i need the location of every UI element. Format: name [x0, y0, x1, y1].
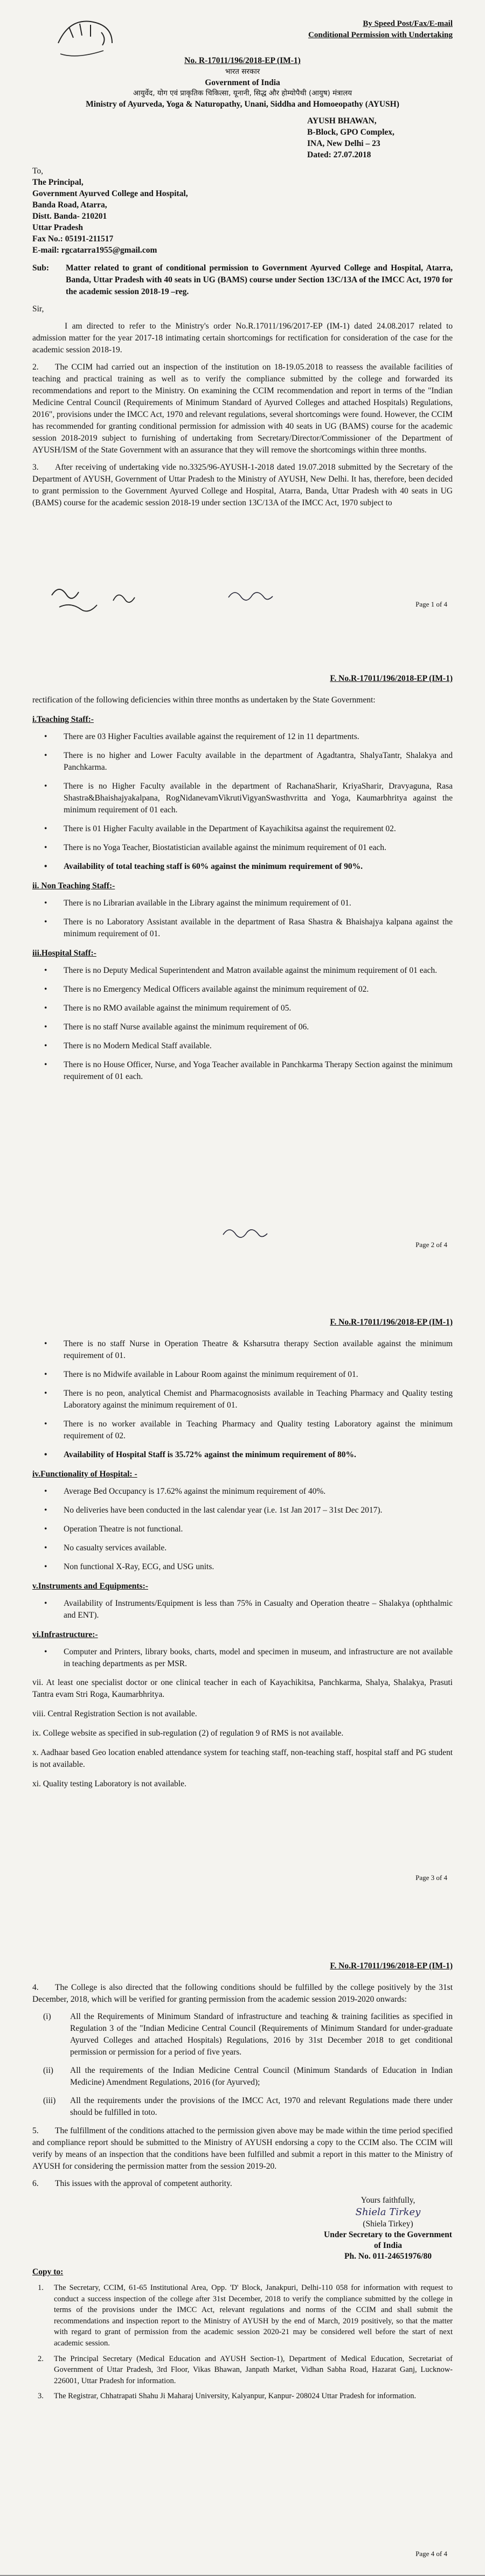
- subject: [32, 262, 453, 298]
- teaching-staff-list: [32, 731, 453, 873]
- recipient-email: E-mail: rgcatarra1955@gmail.com: [32, 246, 157, 255]
- list-item: • Operation Theatre is not functional.: [32, 1523, 453, 1535]
- page-number: Page 4 of 4: [415, 2549, 447, 2558]
- delivery-header: [308, 18, 453, 41]
- condition-text: All the requirements under the provisions of the IMCC Act, 1970 and relevant Regulations made there under should be fulfilled in toto.: [70, 2096, 453, 2117]
- signature-block: [323, 2195, 453, 2262]
- page-number: Page 2 of 4: [415, 1240, 447, 1249]
- copy-number: 3.: [38, 2392, 44, 2401]
- copy-item: [32, 2354, 453, 2387]
- list-item: • There is no staff Nurse in Operation Theatre & Ksharsutra therapy Section available against the minimum requirement of 01.: [32, 1338, 453, 1362]
- list-item: • There is no peon, analytical Chemist and Pharmacognosists available in Teaching Pharmacy and Quality testing Laboratory against the minimum requirement of 01.: [32, 1388, 453, 1411]
- file-number: F. No.R-17011/196/2018-EP (IM-1): [330, 674, 453, 683]
- signature-initials-icon: [221, 1222, 269, 1243]
- handwritten-initials-icon: [48, 574, 167, 622]
- paragraph-4-text: The College is also directed that the following conditions should be fulfilled by the college positively by the 31st December, 2018, which will be verified for granting permission from the academic session 2019-2020 onwards:: [32, 1983, 453, 2004]
- signature-initials-icon: [226, 584, 275, 606]
- list-item: • There is no Modern Medical Staff available.: [32, 1040, 453, 1052]
- signatory-phone: Ph. No. 011-24651976/80: [344, 2251, 432, 2261]
- copy-to-list: [32, 2282, 453, 2402]
- item-vii: vii. At least one specialist doctor or one clinical teacher in each of Kayachikitsa, Panchkarma, Shalya, Shalakya, Prasuti Tantra evam Stri Roga, Kaumarbhritya.: [32, 1678, 453, 1699]
- paragraph-3: [32, 462, 453, 509]
- list-item: • There is no Librarian available in the Library against the minimum requirement of 01.: [32, 897, 453, 909]
- list-item: • Computer and Printers, library books, charts, model and specimen in museum, and infrastructure are not available in teaching departments as per MSR.: [32, 1646, 453, 1670]
- list-item: • No casualty services available.: [32, 1542, 453, 1554]
- condition-number: (i): [43, 2012, 51, 2021]
- govt-hindi: भारत सरकार: [225, 67, 260, 76]
- paragraph-6: [32, 2178, 453, 2190]
- signatory-name: (Shiela Tirkey): [363, 2219, 413, 2229]
- functionality-list: [32, 1486, 453, 1573]
- section-instruments: v.Instruments and Equipments:-: [32, 1582, 148, 1591]
- list-item: • There are 03 Higher Faculties available against the requirement of 12 in 11 departments.: [32, 731, 453, 743]
- paragraph-6-number: 6.: [32, 2179, 39, 2188]
- copy-item: [32, 2391, 453, 2402]
- recipient-line: Banda Road, Atarra,: [32, 200, 107, 210]
- item-xi: xi. Quality testing Laboratory is not available.: [32, 1779, 186, 1788]
- condition-number: (iii): [43, 2096, 56, 2105]
- list-item: • There is no worker available in Teaching Pharmacy and Quality testing Laboratory against the minimum requirement of 02.: [32, 1418, 453, 1442]
- letter-page-4: [0, 1931, 485, 2575]
- ministry-hindi: आयुर्वेद, योग एवं प्राकृतिक चिकित्सा, यूनानी, सिद्ध और होम्योपैथी (आयुष) मंत्रालय: [133, 89, 352, 98]
- paragraph-5: [32, 2125, 453, 2173]
- copy-number: 2.: [38, 2354, 44, 2363]
- hospital-staff-list-continued: [32, 1338, 453, 1461]
- copy-number: 1.: [38, 2283, 44, 2293]
- list-item: • Average Bed Occupancy is 17.62% against the minimum requirement of 40%.: [32, 1486, 453, 1498]
- paragraph-2-number: 2.: [32, 363, 39, 372]
- letter-page-1: [0, 0, 485, 644]
- paragraph-4-number: 4.: [32, 1983, 39, 1992]
- recipient-block: [32, 165, 453, 256]
- item-viii: viii. Central Registration Section is not available.: [32, 1709, 197, 1718]
- condition-item: [32, 2065, 453, 2088]
- letter-page-3: [0, 1287, 485, 1931]
- instruments-list: [32, 1598, 453, 1621]
- paragraph-1-text: I am directed to refer to the Ministry's order No.R.17011/196/2017-EP (IM-1) dated 24.08.2017 related to admission matter for the year 2017-18 intimating certain shortcomings for rectification for consideration of the case for the academic session 2018-19.: [32, 322, 453, 355]
- letter-page-2: [0, 644, 485, 1287]
- list-item: • There is 01 Higher Faculty available in the Department of Kayachikitsa against the requirement 02.: [32, 823, 453, 835]
- list-item: • There is no staff Nurse available against the minimum requirement of 06.: [32, 1021, 453, 1033]
- item-ix: ix. College website as specified in sub-regulation (2) of regulation 9 of RMS is not available.: [32, 1729, 344, 1738]
- list-item: • There is no higher and Lower Faculty available in the department of Agadtantra, ShalyaTantr, Shalakya and Panchkarma.: [32, 750, 453, 774]
- page-number: Page 3 of 4: [415, 1873, 447, 1882]
- condition-item: [32, 2095, 453, 2119]
- recipient-line: Distt. Banda- 210201: [32, 211, 107, 221]
- hospital-availability: • Availability of Hospital Staff is 35.72% against the minimum requirement of 80%.: [32, 1449, 453, 1461]
- section-hospital-staff: iii.Hospital Staff:-: [32, 949, 96, 958]
- signature-scribble: Shiela Tirkey: [355, 2206, 421, 2218]
- condition-item: [32, 2011, 453, 2058]
- list-item: • There is no Deputy Medical Superintendent and Matron available against the minimum requirement of 01 each.: [32, 965, 453, 977]
- address-line: INA, New Delhi – 23: [307, 138, 380, 148]
- govt-english: Government of India: [205, 78, 280, 87]
- paragraph-1: [32, 321, 453, 356]
- paragraph-5-number: 5.: [32, 2126, 39, 2135]
- paragraph-2: [32, 361, 453, 456]
- address-line: B-Block, GPO Complex,: [307, 127, 394, 137]
- condition-text: All the Requirements of Minimum Standard of infrastructure and teaching & training facilities as specified in Regulation 3 of the "Indian Medicine Central Council (Requirements of Minimum Standard for under-graduate Ayurved Colleges and attached Hospitals) Regulations, 2016 by 31st December 2018 to get conditional permission or permission for a period of five years.: [70, 2012, 453, 2057]
- copy-text: The Registrar, Chhatrapati Shahu Ji Maharaj University, Kalyanpur, Kanpur- 208024 Uttar Pradesh for information.: [54, 2392, 417, 2401]
- list-item: • There is no Midwife available in Labour Room against the minimum requirement of 01.: [32, 1369, 453, 1381]
- ministry-address: [307, 116, 453, 161]
- list-item: • There is no RMO available against the minimum requirement of 05.: [32, 1002, 453, 1014]
- conditions-list: [32, 2011, 453, 2119]
- paragraph-6-text: This issues with the approval of competent authority.: [55, 2179, 232, 2188]
- address-line: AYUSH BHAWAN,: [307, 116, 377, 126]
- list-item: • Non functional X-Ray, ECG, and USG units.: [32, 1561, 453, 1573]
- infrastructure-list: [32, 1646, 453, 1670]
- list-item: • Availability of Instruments/Equipment is less than 75% in Casualty and Operation theatre – Shalakya (ophthalmic and ENT).: [32, 1598, 453, 1621]
- list-item: • There is no Yoga Teacher, Biostatistician available against the minimum requirement of 01 each.: [32, 842, 453, 854]
- list-item: • There is no Emergency Medical Officers available against the minimum requirement of 02.: [32, 984, 453, 995]
- delivery-line: By Speed Post/Fax/E-mail: [363, 19, 453, 28]
- signatory-title: Under Secretary to the Government of India: [324, 2230, 452, 2250]
- recipient-line: Fax No.: 05191-211517: [32, 234, 114, 243]
- paragraph-4: [32, 1982, 453, 2006]
- file-number: F. No.R-17011/196/2018-EP (IM-1): [330, 1961, 453, 1971]
- list-item: • There is no Higher Faculty available in the department of RachanaSharir, KriyaSharir, Dravyaguna, Rasa Shastra&Bhaishajyakalpana, RogNidanevamVikrutiVigyanSwasthvritta and Yoga, Kaumarbhritya against the minimum requirement of 01 each.: [32, 781, 453, 816]
- page-number: Page 1 of 4: [415, 600, 447, 608]
- ministry-english: Ministry of Ayurveda, Yoga & Naturopathy, Unani, Siddha and Homoeopathy (AYUSH): [86, 100, 399, 109]
- item-x: x. Aadhaar based Geo location enabled attendance system for teaching staff, non-teaching staff, hospital staff and PG student is not available.: [32, 1748, 453, 1769]
- copy-item: [32, 2282, 453, 2349]
- received-stamp-icon: [53, 11, 117, 70]
- non-teaching-staff-list: [32, 897, 453, 940]
- recipient-line: The Principal,: [32, 177, 84, 187]
- permission-line: Conditional Permission with Undertaking: [308, 31, 453, 40]
- section-infrastructure: vi.Infrastructure:-: [32, 1630, 98, 1639]
- salutation: Sir,: [32, 304, 44, 314]
- list-item: • No deliveries have been conducted in the last calendar year (i.e. 1st Jan 2017 – 31st Dec 2017).: [32, 1505, 453, 1516]
- closing: Yours faithfully,: [361, 2196, 415, 2205]
- rectification-intro: rectification of the following deficiencies within three months as undertaken by the State Government:: [32, 695, 376, 705]
- condition-number: (ii): [43, 2066, 53, 2075]
- hospital-staff-list: [32, 965, 453, 1083]
- file-number: No. R-17011/196/2018-EP (IM-1): [184, 56, 301, 65]
- paragraph-5-text: The fulfillment of the conditions attached to the permission given above may be made within the time period specified and compliance report should be submitted to the Ministry of AYUSH endorsing a copy to the CCIM also. The CCIM will verify by means of an inspection that the conditions have been fulfilled and submit a report in this matter to the Ministry of AYUSH for considering the permission matter from the session 2019-20.: [32, 2126, 453, 2171]
- section-non-teaching-staff: ii. Non Teaching Staff:-: [32, 881, 115, 890]
- subject-text: Matter related to grant of conditional permission to Government Ayurved College and Hospital, Atarra, Banda, Uttar Pradesh with 40 seats in UG (BAMS) course under Section 13C/13A of the IMCC Act, 1970 for the academic session 2018-19 –reg.: [66, 263, 453, 297]
- copy-text: The Principal Secretary (Medical Education and AYUSH Section-1), Department of Medical Education, Secretariat of Government of Uttar Pradesh, 3rd Floor, Vikas Bhawan, Janpath Market, Vidhan Sabha Road, Hazarat Ganj, Lucknow-226001, Uttar Pradesh for information.: [54, 2354, 453, 2385]
- recipient-line: Uttar Pradesh: [32, 222, 83, 232]
- subject-label: Sub:: [32, 263, 50, 273]
- recipient-line: Government Ayurved College and Hospital,: [32, 189, 188, 198]
- letter-date: Dated: 27.07.2018: [307, 150, 371, 159]
- paragraph-3-number: 3.: [32, 463, 39, 472]
- section-teaching-staff: i.Teaching Staff:-: [32, 715, 94, 724]
- teaching-availability: • Availability of total teaching staff is 60% against the minimum requirement of 90%.: [32, 861, 453, 873]
- paragraph-3-text: After receiving of undertaking vide no.3325/96-AYUSH-1-2018 dated 19.07.2018 submitted by the Secretary of the Department of AYUSH, Government of Uttar Pradesh to the Ministry of AYUSH, New Delhi. It has, therefore, been decided to grant permission to the Government Ayurved College and Hospital, Atarra, Banda, Uttar Pradesh with 40 seats in UG (BAMS) course for the academic session 2018-19 under section 13C/13A of the IMCC Act, 1970 subject to: [32, 463, 453, 508]
- list-item: • There is no Laboratory Assistant available in the department of Rasa Shastra & Bhaishajya kalpana against the minimum requirement of 01.: [32, 916, 453, 940]
- to-label: To,: [32, 166, 44, 176]
- section-functionality: iv.Functionality of Hospital: -: [32, 1470, 137, 1479]
- list-item: • There is no House Officer, Nurse, and Yoga Teacher available in Panchkarma Therapy Section against the minimum requirement of 01 each.: [32, 1059, 453, 1083]
- condition-text: All the requirements of the Indian Medicine Central Council (Minimum Standards of Education in Indian Medicine) Amendment Regulations, 2016 (for Ayurved);: [70, 2066, 453, 2087]
- copy-to-heading: Copy to:: [32, 2267, 64, 2277]
- copy-text: The Secretary, CCIM, 61-65 Institutional Area, Opp. 'D' Block, Janakpuri, Delhi-110 058 for information with request to conduct a success inspection of the college after 31st December, 2018 to verify the compliance submitted by the college in terms of the provisions under the IMCC Act, relevant regulations and norms of the CCIM and shall submit the recommendations and inspection report to the Ministry of AYUSH by the end of March, 2019 positively, so that the matter with regard to grant of permission from the academic session 2020-21 may be considered well before the start of next academic session.: [54, 2283, 453, 2348]
- paragraph-2-text: The CCIM had carried out an inspection of the institution on 18-19.05.2018 to reassess the available facilities of teaching and practical training as well as to verify the compliance submitted by the college and forwarded its recommendations and report to the Ministry. On examining the CCIM recommendation and report in terms of the "Indian Medicine Central Council (Requirements of Minimum Standard of Ayurved Colleges and attached Hospitals) Regulations, 2016", provisions under the IMCC Act, 1970 and relevant regulations, several shortcomings were found. However, the CCIM has recommended for granting conditional permission for admission with 40 seats in UG (BAMS) course for the academic session 2018-2019 subject to furnishing of undertaking from Secretary/Director/Commissioner of the Department of AYUSH/ISM of the State Government with an assurance that they will remove the shortcomings within three months.: [32, 363, 453, 455]
- file-number: F. No.R-17011/196/2018-EP (IM-1): [330, 1318, 453, 1327]
